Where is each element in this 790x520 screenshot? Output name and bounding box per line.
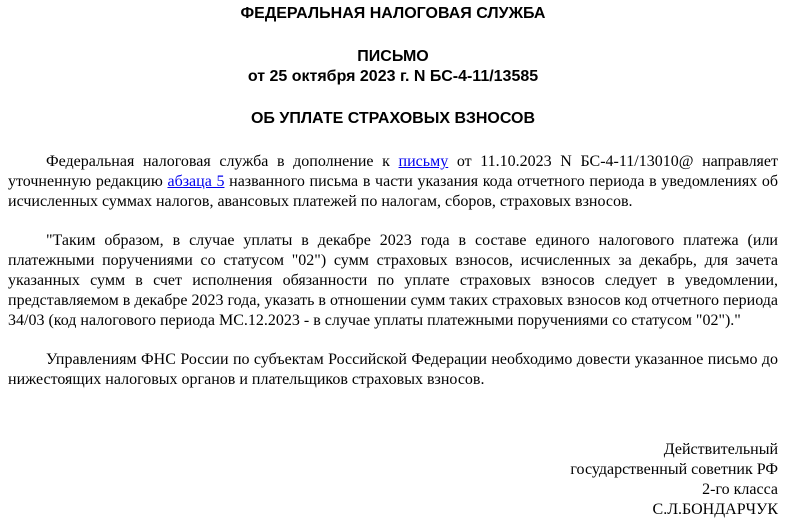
signatory-name: С.Л.БОНДАРЧУК [652,501,778,518]
signature-rank-line-1: Действительный [663,441,778,458]
paragraph-intro [8,152,778,212]
signature-block [570,440,778,520]
paragraph-quote: "Таким образом, в случае уплаты в декабре 2023 года в составе единого налогового платежа (или платежными поручениями со статусом "02") сумм страховых взносов, исчисленных за декабрь, для зачета указанных сумм в счет исполнения обязанности по уплате страховых взносов следует в уведомлении, представляемом в декабре 2023 года, указать в отношении сумм таких страховых взносов код отчетного периода 34/03 (код налогового периода МС.12.2023 - в случае уплаты платежными поручениями со статусом "02")." [8,232,778,329]
document-date-number: от 25 октября 2023 г. N БС-4-11/13585 [247,68,539,85]
paragraph-intro-text-3: названного письма в части указания кода отчетного периода в уведомлениях об исчисленных суммах налогов, авансовых платежей по налогам, сборов, страховых взносов. [8,173,779,210]
paragraph-intro-text-1: Федеральная налоговая служба в дополнение к [46,153,399,170]
signature-rank-line-2: государственный советник РФ [570,461,778,478]
signature-rank-line-3: 2-го класса [702,481,778,498]
letter-link[interactable]: письму [398,153,449,170]
document [8,0,778,390]
paragraph-5-link[interactable]: абзаца 5 [167,173,225,190]
document-type: ПИСЬМО [357,48,429,65]
paragraph-intro-text-2: от 11.10.2023 N БС-4-11/13010@ направляет уточненную редакцию [8,153,779,190]
paragraph-instruction: Управлениям ФНС России по субъектам Российской Федерации необходимо довести указанное письмо до нижестоящих налоговых органов и плательщиков страховых взносов. [8,351,778,388]
document-subject: ОБ УПЛАТЕ СТРАХОВЫХ ВЗНОСОВ [250,110,536,127]
agency-title: ФЕДЕРАЛЬНАЯ НАЛОГОВАЯ СЛУЖБА [240,5,546,22]
